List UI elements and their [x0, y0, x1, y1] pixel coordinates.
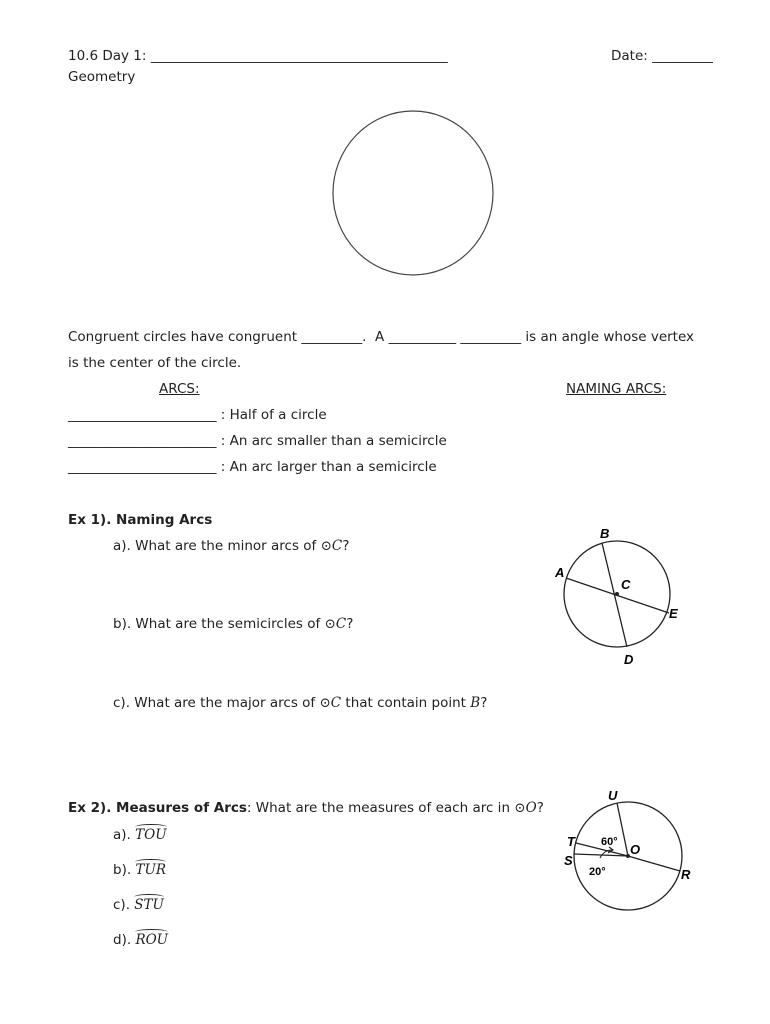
ex2-item-a	[113, 827, 167, 843]
ex1-heading: Ex 1). Naming Arcs	[68, 512, 213, 528]
question-mark: ?	[480, 695, 488, 711]
intro-text-2: A	[375, 329, 385, 345]
label-c: C	[621, 577, 631, 592]
item-label: d).	[113, 932, 132, 948]
question-text: a). What are the minor arcs of	[113, 538, 317, 554]
ex2-item-d	[113, 932, 168, 948]
arcs-heading: ARCS:	[159, 381, 200, 397]
angle-label-60: 60°	[601, 836, 618, 848]
ex2-question-line	[68, 800, 544, 816]
question-mark: ?	[342, 538, 350, 554]
label-o: O	[630, 842, 641, 857]
ex1-question-a	[113, 538, 349, 554]
worksheet-title-line	[68, 48, 448, 64]
date-label: Date:	[611, 48, 648, 64]
circle-o-figure	[556, 786, 706, 921]
item-label: c).	[113, 897, 130, 913]
definition-semicircle	[68, 407, 327, 423]
arc-name: ROU	[135, 932, 169, 948]
ex2-heading: Ex 2). Measures of Arcs	[68, 800, 247, 816]
ex2-item-b	[113, 862, 166, 878]
definition-major-arc	[68, 459, 437, 475]
label-u: U	[608, 788, 618, 803]
question-mark: ?	[536, 800, 544, 816]
angle-label-20: 20°	[589, 866, 606, 878]
intro-blank-2[interactable]: __________ _________	[388, 329, 522, 345]
ex1-question-c	[113, 695, 487, 711]
definition-blank[interactable]: ______________________	[68, 407, 217, 423]
intro-text-3: is an angle whose vertex	[525, 329, 695, 345]
question-text-mid: that contain point	[345, 695, 466, 711]
circle-symbol: ⊙O	[514, 800, 537, 816]
arc-name: TUR	[135, 862, 166, 878]
definition-text: : An arc larger than a semicircle	[220, 459, 437, 475]
definition-blank[interactable]: ______________________	[68, 459, 217, 475]
circle-symbol: ⊙C	[319, 695, 342, 711]
circle-c-figure	[550, 522, 690, 667]
definition-text: : Half of a circle	[220, 407, 327, 423]
name-blank[interactable]: ____________________________________________	[150, 48, 448, 64]
radius-ou	[617, 803, 628, 856]
ex1-question-b	[113, 616, 353, 632]
item-label: b).	[113, 862, 132, 878]
naming-arcs-heading: NAMING ARCS:	[566, 381, 667, 397]
ex2-item-c	[113, 897, 164, 913]
blank-circle-figure	[330, 108, 496, 278]
definition-text: : An arc smaller than a semicircle	[220, 433, 447, 449]
label-d: D	[624, 652, 634, 667]
label-e: E	[669, 606, 678, 621]
label-s: S	[564, 853, 573, 868]
question-mark: ?	[346, 616, 354, 632]
date-blank[interactable]: _________	[652, 48, 713, 64]
arc-name: STU	[134, 897, 164, 913]
intro-text-1: Congruent circles have congruent	[68, 329, 298, 345]
question-text: b). What are the semicircles of	[113, 616, 321, 632]
center-point-c	[615, 592, 619, 596]
intro-blank-1[interactable]: _________.	[301, 329, 367, 345]
definition-blank[interactable]: ______________________	[68, 433, 217, 449]
radius-or	[628, 856, 680, 871]
point-label: B	[470, 695, 481, 711]
label-a: A	[555, 565, 565, 580]
question-text: : What are the measures of each arc in	[246, 800, 510, 816]
date-line	[611, 48, 713, 64]
circle-symbol: ⊙C	[324, 616, 347, 632]
definition-minor-arc	[68, 433, 447, 449]
item-label: a).	[113, 827, 131, 843]
label-b: B	[600, 526, 610, 541]
intro-line-2: is the center of the circle.	[68, 355, 242, 371]
label-t: T	[567, 834, 575, 849]
subject-label: Geometry	[68, 69, 136, 85]
intro-line-1	[68, 329, 694, 345]
arc-name: TOU	[135, 827, 167, 843]
blank-circle	[333, 111, 493, 275]
label-r: R	[681, 867, 691, 882]
circle-symbol: ⊙C	[320, 538, 343, 554]
question-text: c). What are the major arcs of	[113, 695, 316, 711]
worksheet-title: 10.6 Day 1:	[68, 48, 147, 64]
